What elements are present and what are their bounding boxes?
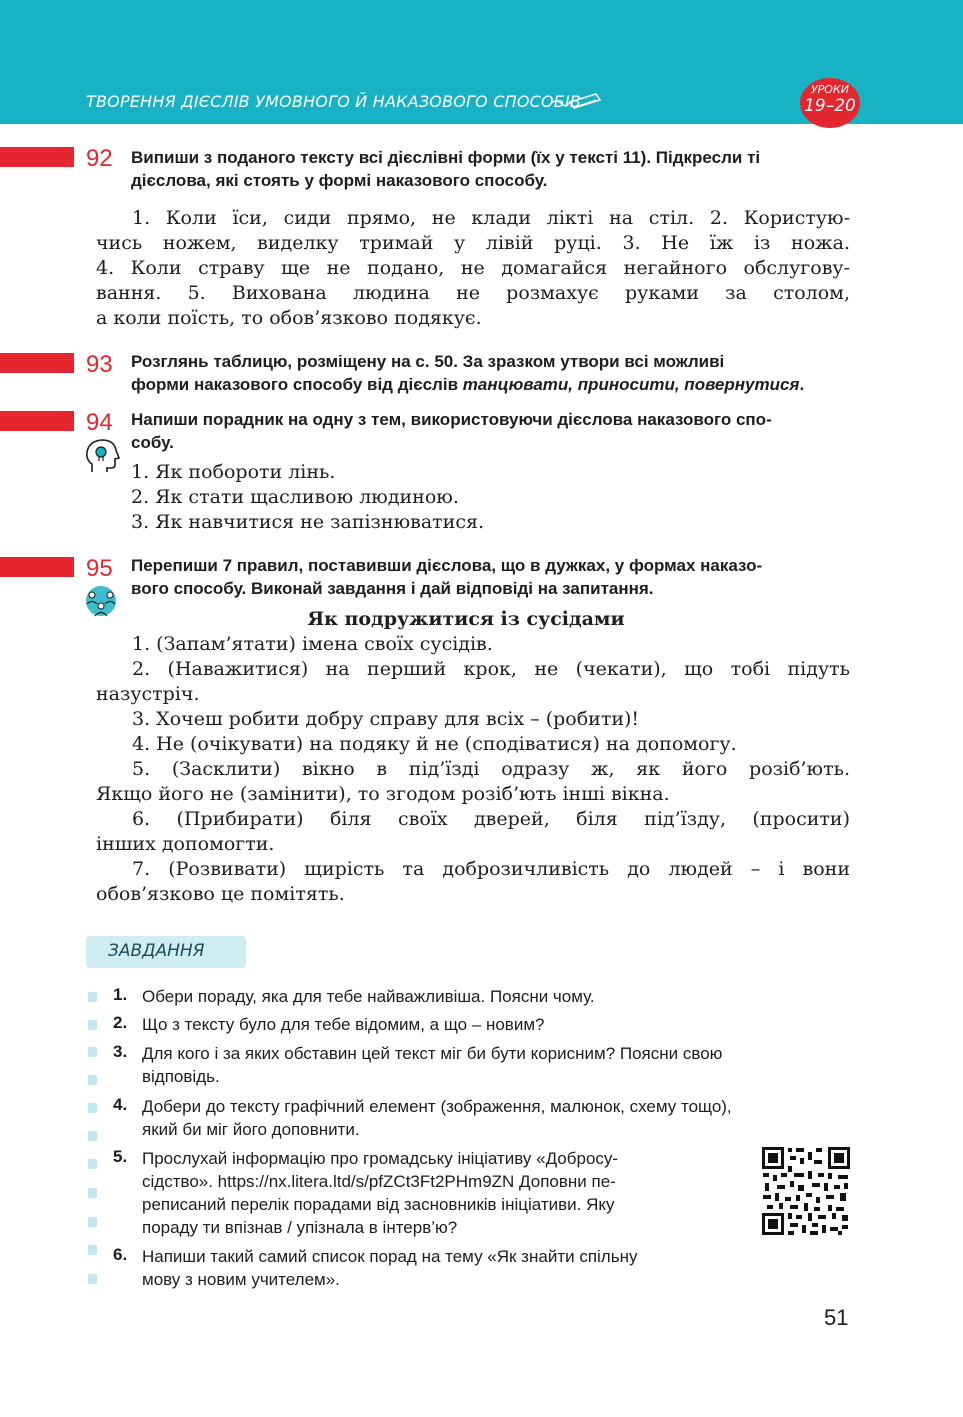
rule-line: 5. (Засклити) вікно в під’їзді одразу ж, як його розіб’ють. — [132, 758, 850, 780]
bullet-icon — [88, 1047, 97, 1057]
task-line: Що з тексту було для тебе відомим, а що – новим? — [142, 1015, 545, 1034]
exercise-93-instruction — [131, 350, 851, 396]
task-number: 5. — [113, 1147, 128, 1166]
rule-line: інших допомогти. — [96, 833, 275, 855]
instruction-line: вого способу. Виконай завдання і дай відповіді на запитання. — [131, 579, 654, 598]
exercise-94-instruction — [131, 408, 851, 454]
task-line: Добери до тексту графічний елемент (зображення, малюнок, схему тощо), — [142, 1097, 732, 1116]
task-text — [142, 1095, 852, 1141]
lightbulb-head-icon — [84, 438, 124, 476]
instruction-line — [131, 373, 851, 396]
text-line: 4. Коли страву ще не подано, не домагайся негайного обслугову- — [96, 257, 850, 279]
instruction-text: форми наказового способу від дієслів — [131, 375, 463, 394]
task-line: Обери пораду, яка для тебе найважливіша. Поясни чому. — [142, 987, 595, 1006]
bullet-icon — [88, 1217, 97, 1227]
rule-line: Якщо його не (замінити), то згодом розіб’ють інші вікна. — [96, 783, 670, 805]
instruction-line: Розглянь таблицю, розміщену на с. 50. За зразком утвори всі можливі — [131, 352, 725, 371]
task-line: мову з новим учителем». — [142, 1270, 340, 1289]
task-line: Прослухай інформацію про громадську ініціативу «Добросу- — [142, 1149, 619, 1168]
rule-line: 6. (Прибирати) біля своїх дверей, біля під’їзду, (просити) — [132, 808, 850, 830]
instruction-line: Випиши з поданого тексту всі дієслівні форми (їх у тексті 11). Підкресли ті — [131, 148, 761, 167]
text-line: чись ножем, виделку тримай у лівій руці. 3. Не їж із ножа. — [96, 232, 850, 254]
bullet-icon — [88, 1103, 97, 1113]
lesson-badge-numbers: 19–20 — [804, 96, 856, 116]
task-number: 6. — [113, 1245, 128, 1264]
bullet-icon — [88, 1274, 97, 1284]
task-line: сідство». https://nx.litera.ltd/s/pfZCt3Ft2PHm9ZN Доповни пе- — [142, 1172, 616, 1191]
qr-code-icon[interactable] — [761, 1146, 851, 1236]
text-line: вання. 5. Вихована людина не розмахує руками за столом, — [96, 282, 850, 304]
task-number: 4. — [113, 1095, 128, 1114]
instruction-text: . — [799, 375, 805, 394]
exercise-number: 94 — [86, 409, 113, 436]
topic-item: 1. Як побороти лінь. — [131, 461, 336, 483]
rule-line: назустріч. — [96, 683, 200, 705]
bullet-icon — [88, 1245, 97, 1255]
chapter-title: ТВОРЕННЯ ДІЄСЛІВ УМОВНОГО Й НАКАЗОВОГО СПОСОБІВ — [86, 92, 582, 111]
page-number: 51 — [824, 1305, 849, 1330]
task-text — [142, 1245, 742, 1291]
exercise-marker-bar — [0, 557, 74, 577]
lesson-badge — [800, 78, 860, 128]
task-line: пораду ти впізнав / упізнала в інтерв’ю? — [142, 1218, 458, 1237]
task-line: Для кого і за яких обставин цей текст міг би бути корисним? Поясни свою — [142, 1044, 723, 1063]
instruction-line: Напиши порадник на одну з тем, використовуючи дієслова наказового спо- — [131, 410, 772, 429]
rule-line: 4. Не (очікувати) на подяку й не (сподіватися) на допомогу. — [132, 733, 737, 755]
exercise-marker-bar — [0, 411, 74, 431]
task-number: 1. — [113, 985, 128, 1004]
exercise-marker-bar — [0, 353, 74, 373]
rules-list — [96, 632, 850, 907]
exercise-number: 95 — [86, 555, 113, 582]
page-header — [0, 0, 963, 124]
rule-line: 1. (Запам’ятати) імена своїх сусідів. — [132, 633, 493, 655]
exercise-92-text — [96, 206, 850, 331]
bullet-icon — [88, 1020, 97, 1030]
tasks-label-text: ЗАВДАННЯ — [108, 941, 205, 961]
task-number: 3. — [113, 1042, 128, 1061]
text-line: а коли поїсть, то обов’язково подякує. — [96, 307, 482, 329]
text-line: 1. Коли їси, сиди прямо, не клади лікті на стіл. 2. Користую- — [132, 207, 850, 229]
bullet-icon — [88, 1075, 97, 1085]
task-text — [142, 1013, 544, 1036]
instruction-line: Перепиши 7 правил, поставивши дієслова, що в дужках, у формах наказо- — [131, 556, 763, 575]
tasks-label — [86, 936, 246, 968]
instruction-verbs: танцювати, приносити, повернутися — [462, 375, 800, 394]
exercise-92-instruction — [131, 146, 851, 192]
task-line: реписаний перелік порадами від засновників ініціативи. Яку — [142, 1195, 615, 1214]
exercise-95-instruction — [131, 554, 851, 600]
rule-line: 3. Хочеш робити добру справу для всіх – (робити)! — [132, 708, 640, 730]
topic-item: 2. Як стати щасливою людиною. — [131, 486, 459, 508]
bullet-icon — [88, 1188, 97, 1198]
bullet-icon — [88, 1131, 97, 1141]
pencil-icon — [548, 90, 604, 112]
exercise-marker-bar — [0, 147, 74, 167]
instruction-line: собу. — [131, 433, 174, 452]
task-text — [142, 1042, 852, 1088]
task-line: який би міг його доповнити. — [142, 1120, 360, 1139]
task-line: відповідь. — [142, 1067, 220, 1086]
text-title: Як подружитися із сусідами — [307, 608, 625, 630]
bullet-icon — [88, 992, 97, 1002]
exercise-number: 93 — [86, 351, 113, 378]
instruction-line: дієслова, які стоять у формі наказового способу. — [131, 171, 548, 190]
task-number: 2. — [113, 1013, 128, 1032]
rule-line: 7. (Розвивати) щирість та доброзичливість до людей – і вони — [132, 858, 850, 880]
bullet-icon — [88, 1159, 97, 1169]
task-text — [142, 1147, 737, 1239]
lesson-badge-label: УРОКИ — [810, 83, 850, 96]
exercise-number: 92 — [86, 145, 113, 172]
rule-line: 2. (Наважитися) на перший крок, не (чекати), що тобі підуть — [132, 658, 850, 680]
task-line: Напиши такий самий список порад на тему «Як знайти спільну — [142, 1247, 638, 1266]
topic-item: 3. Як навчитися не запізнюватися. — [131, 511, 484, 533]
task-text — [142, 985, 595, 1008]
rule-line: обов’язково це помітять. — [96, 883, 345, 905]
